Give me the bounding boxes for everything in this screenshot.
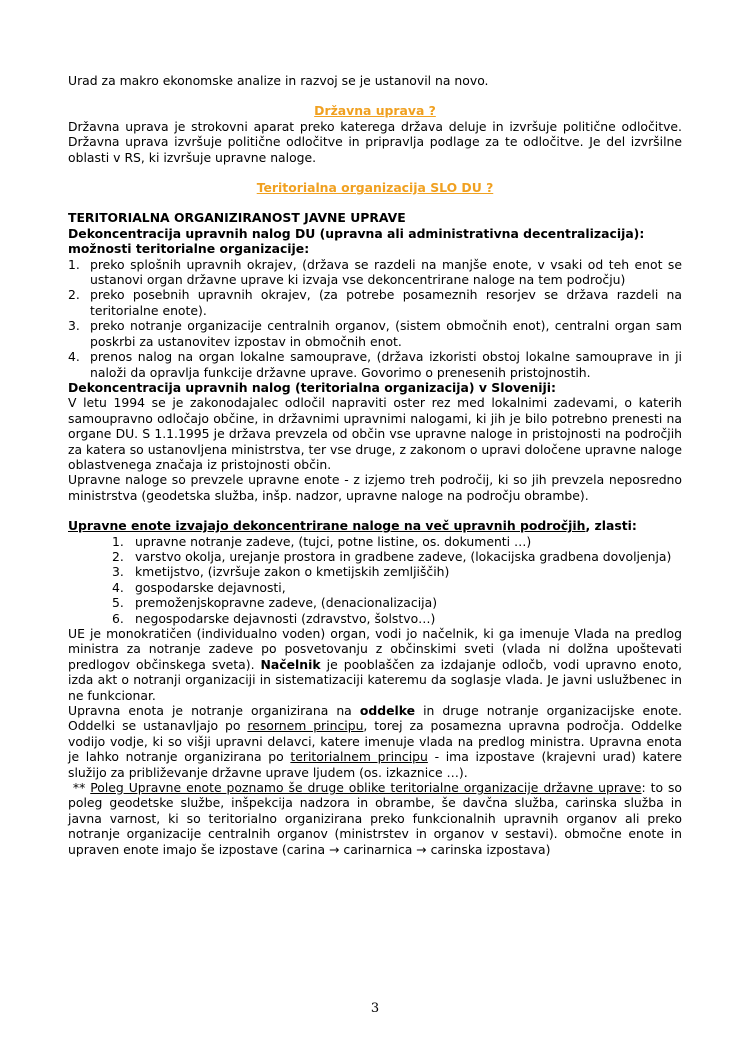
paragraph-drzavna-uprava: Državna uprava je strokovni aparat preko katerega država deluje in izvršuje politične odločitve. Državna uprava izvršuje politične odločitve in pripravlja podlage za te odločitve. Je del izvršilne oblasti v RS, ki izvršuje upravne naloge. [68, 118, 682, 165]
text-run: , torej za posamezna upravna področja. Oddelke vodijo vodje, ki so višji upravni delavci, katere imenuje vlada na predlog ministra. Upravna enota je lahko notranje organizirana po [68, 718, 682, 765]
text-run-underlined: Poleg Upravne enote poznamo še druge oblike teritorialne organizacije državne uprave [90, 780, 642, 796]
options-list [68, 257, 682, 380]
paragraph-upravne-naloge: Upravne naloge so prevzele upravne enote - z izjemo treh področij, ki so jih prevzela neposredno ministrstva (geodetska služba, inšp. nadzor, upravne naloge na področju obrambe). [68, 472, 682, 503]
section-title-moznosti: možnosti teritorialne organizacije: [68, 241, 310, 257]
page-number: 3 [370, 1001, 380, 1016]
text-run: - ima izpostave (krajevni urad) katere služijo za približevanje državne uprave ljudem (os. izkaznice …). [68, 749, 682, 780]
ue-heading-underlined: Upravne enote izvajajo dekoncentrirane naloge na več upravnih področjih [68, 518, 586, 534]
heading-teritorialna-organizacija-text: Teritorialna organizacija SLO DU ? [256, 180, 494, 196]
list-number: 1. [68, 256, 80, 272]
list-item [68, 611, 682, 626]
section-title-dekoncentracija-slo: Dekoncentracija upravnih nalog (teritorialna organizacija) v Sloveniji: [68, 379, 556, 395]
list-text: preko posebnih upravnih okrajev, (za potrebe posameznih resorjev se država razdeli na teritorialne enote). [90, 287, 682, 318]
list-item [68, 287, 682, 318]
heading-teritorialna-organizacija [68, 180, 682, 195]
text-run-underlined: teritorialnem principu [290, 749, 428, 765]
paragraph-ue-monokraticen [68, 626, 682, 703]
text-run: UE je monokratičen (individualno voden) organ, vodi jo načelnik, ki ga imenuje Vlada na predlog ministra za notranje zadeve po posvetovanju z občinskimi sveti (vlada ni dolžna upoštevati predlogov občinskega sveta). [68, 626, 682, 672]
list-item [68, 257, 682, 288]
list-number: 4. [112, 579, 124, 595]
list-item [68, 534, 682, 549]
text-run: ** [68, 780, 91, 796]
text-run: Upravna enota je notranje organizirana na [68, 703, 360, 719]
list-item [68, 549, 682, 564]
areas-list [68, 534, 682, 626]
list-number: 2. [68, 287, 80, 303]
intro-line: Urad za makro ekonomske analize in razvoj se je ustanovil na novo. [68, 73, 489, 88]
text-run-bold: oddelke [359, 703, 416, 719]
list-number: 5. [112, 595, 124, 611]
list-item [68, 318, 682, 349]
list-number: 1. [112, 533, 124, 549]
list-text: preko splošnih upravnih okrajev, (država se razdeli na manjše enote, v vsaki od teh enot se ustanovi organ državne uprave ki izvaja vse dekoncentrirane naloge na tem področju) [90, 256, 682, 288]
ue-heading [68, 518, 682, 533]
paragraph-1994: V letu 1994 se je zakonodajalec odločil napraviti oster rez med lokalnimi zadevami, o katerih samoupravno odločajo občine, in državnimi upravnimi nalogami, ki jih je bilo potrebno prenesti na organe DU. S 1.1.1995 je država prevzela od občin vse upravne naloge in pristojnosti na področjih za katera so ustanovljena ministrstva, ter vse druge, z zakonom o upravi določene upravne naloge oblastvenega značaja iz pristojnosti občin. [68, 395, 682, 472]
text-run-underlined: resornem principu [247, 718, 364, 734]
list-item [68, 349, 682, 380]
list-text: varstvo okolja, urejanje prostora in gradbene zadeve, (lokacijska gradbena dovoljenja) [135, 548, 672, 564]
ue-heading-rest: , zlasti: [585, 518, 637, 534]
list-item [68, 564, 682, 579]
list-item [68, 595, 682, 610]
heading-drzavna-uprava-text: Državna uprava ? [314, 103, 436, 119]
paragraph-druge-oblike [68, 780, 682, 857]
list-text: preko notranje organizacije centralnih organov, (sistem območnih enot), centralni organ sam poskrbi za ustanovitev izpostav in območnih enot. [90, 318, 682, 349]
list-text: premoženjskopravne zadeve, (denacionalizacija) [135, 595, 438, 611]
list-text: kmetijstvo, (izvršuje zakon o kmetijskih zemljiščih) [135, 564, 450, 580]
text-run-bold: Načelnik [260, 656, 321, 672]
list-number: 4. [68, 349, 80, 365]
section-title-teritorialna: TERITORIALNA ORGANIZIRANOST JAVNE UPRAVE [68, 210, 406, 226]
section-title-dekoncentracija: Dekoncentracija upravnih nalog DU (upravna ali administrativna decentralizacija): [68, 225, 645, 241]
paragraph-organizacija [68, 703, 682, 780]
text-run: in druge notranje organizacijske enote. Oddelki se ustanavljajo po [68, 703, 682, 734]
heading-drzavna-uprava [68, 103, 682, 118]
text-run: je pooblaščen za izdajanje odločb, vodi upravno enoto, izda akt o notranji organizaciji in sistematizaciji kateremu da soglasje vlada. Je javni uslužbenec in ne funkcionar. [68, 656, 682, 703]
list-item [68, 580, 682, 595]
list-number: 3. [68, 318, 80, 334]
list-number: 3. [112, 564, 124, 580]
list-text: prenos nalog na organ lokalne samouprave, (država izkoristi obstoj lokalne samouprave in ji naloži da opravlja funkcije državne uprave. Govorimo o prenesenih pristojnostih. [90, 349, 682, 380]
list-text: negospodarske dejavnosti (zdravstvo, šolstvo…) [135, 610, 436, 626]
list-number: 2. [112, 548, 124, 564]
document-page [68, 73, 682, 857]
list-number: 6. [112, 610, 124, 626]
list-text: gospodarske dejavnosti, [135, 579, 286, 595]
list-text: upravne notranje zadeve, (tujci, potne listine, os. dokumenti …) [135, 533, 532, 549]
text-run: : to so poleg geodetske službe, inšpekcija nadzora in obrambe, še davčna služba, carinska služba in javna varnost, ki so teritorialno organizirana preko funkcionalnih upravnih organov ali preko notranje organizacije centralnih organov (ministrstev in organov v sestavi). območne enote in upraven enote imajo še izpostave (carina → carinarnica → carinska izpostava) [68, 780, 683, 857]
